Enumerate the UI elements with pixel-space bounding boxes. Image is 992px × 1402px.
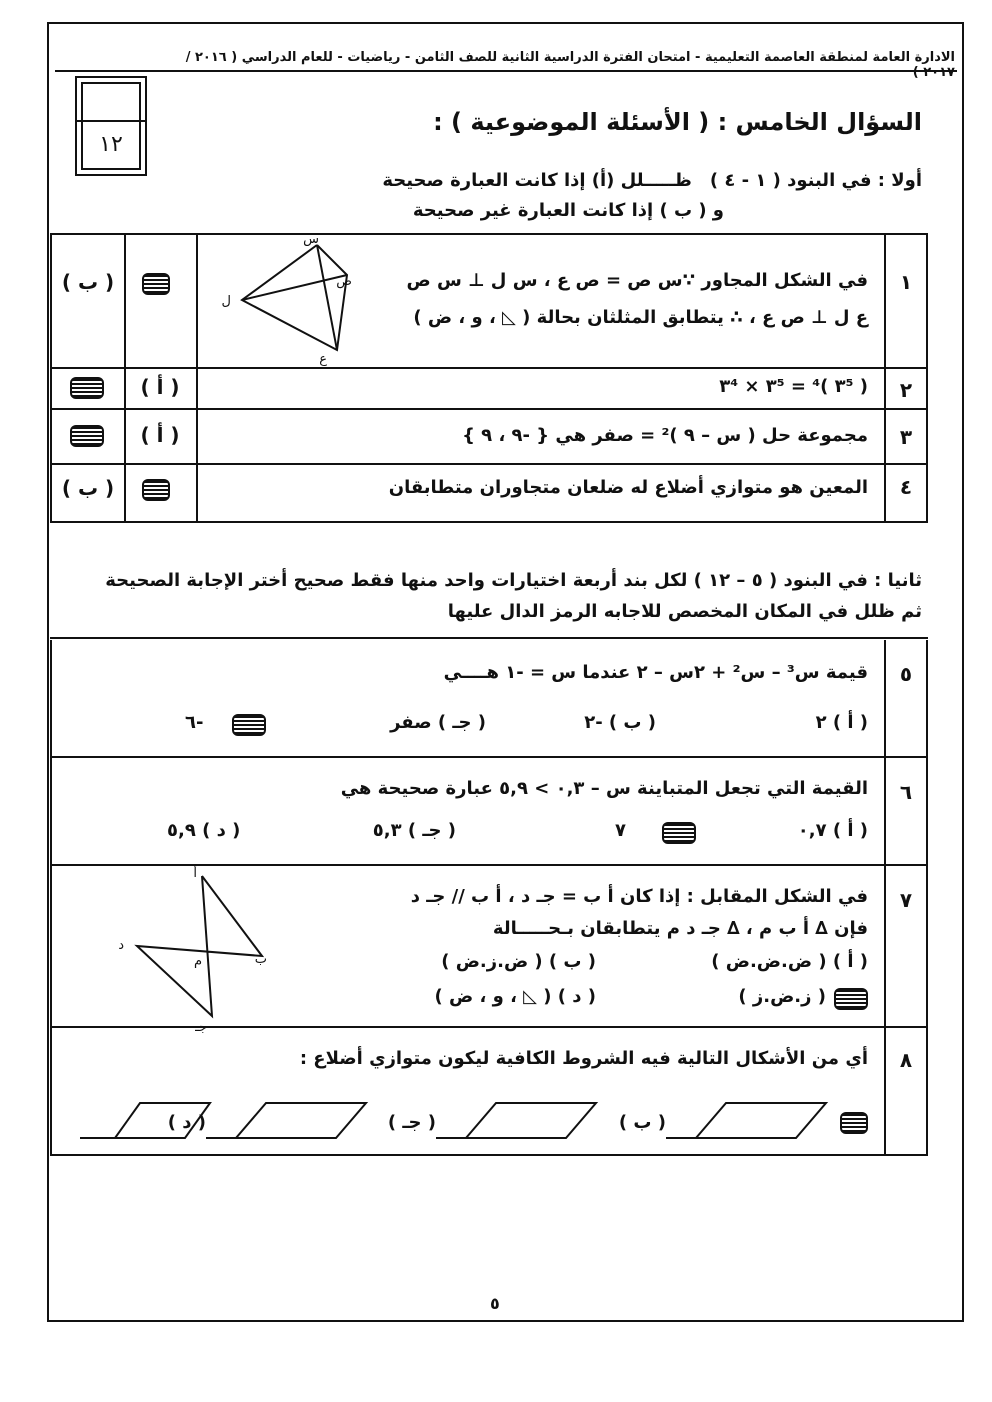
label-b: ب <box>254 952 267 967</box>
question-title: السؤال الخامس : ( الأسئلة الموضوعية ) : <box>433 108 922 136</box>
q8-shape-b <box>436 1098 596 1148</box>
answer-bubble-b-shaded[interactable] <box>70 425 104 447</box>
q8-option-b[interactable]: ( ب ) <box>618 1112 666 1133</box>
q7-line1: في الشكل المقابل : إذا كان أ ب = جـ د ، أ ب // جـ د <box>410 886 868 907</box>
score-box <box>75 76 147 176</box>
item-number: ٤ <box>899 475 913 499</box>
part1-intro-line1: أولا : في البنود ( ١ - ٤ )ظـــــلل (أ) إذا كانت العبارة صحيحة <box>382 170 922 191</box>
header-divider <box>55 70 957 72</box>
q8-shape-c <box>206 1098 366 1148</box>
part2-intro: ثانيا : في البنود ( ٥ – ١٢ ) لكل بند أربعة اختيارات واحد منها فقط صحيح أختر الإجابة الصحيحة ثم ظلل في المكان المخصص للاجابه الرمز الدال عليها <box>105 570 922 622</box>
q5-stem: قيمة س³ – س² + ٢س – ٢ عندما س = -١ هــــي <box>443 662 868 683</box>
question-5 <box>50 640 928 758</box>
q7-option-b[interactable]: ( ب ) ( ض.ز.ض ) <box>441 951 596 972</box>
label-l: ل <box>221 294 231 309</box>
question-8 <box>50 1026 928 1156</box>
score-value: ١٢ <box>99 132 123 157</box>
figure-7-triangles <box>92 866 292 1035</box>
answer-bubble-b-shaded[interactable] <box>70 377 104 399</box>
label-m: م <box>193 954 202 969</box>
q6-option-b[interactable]: ٧ <box>615 820 626 841</box>
q5-option-a[interactable]: ( أ ) ٢ <box>815 712 868 733</box>
true-false-table <box>50 233 928 523</box>
label-a: أ <box>193 866 197 881</box>
question-number: ٥ <box>899 662 913 686</box>
q8-option-d[interactable]: ( د ) <box>167 1112 206 1133</box>
q7-option-c[interactable]: ( ز.ض.ز ) <box>738 986 826 1007</box>
item-number: ٢ <box>899 378 913 402</box>
label-p: ص <box>336 274 352 289</box>
exam-header: الادارة العامة لمنطقة العاصمة التعليمية - امتحان الفترة الدراسية الثانية للصف الثامن - رياضيات - للعام الدراسي ( ٢٠١٦ / ٢٠١٧ ) <box>185 50 955 80</box>
answer-option-b[interactable]: ( ب ) <box>61 476 115 500</box>
answer-option-a[interactable]: ( أ ) <box>140 423 180 447</box>
item-1-line1: في الشكل المجاور ∵س ص = ص ع ، س ل ⊥ س ص <box>406 270 868 291</box>
item-3-text: مجموعة حل ( س – ٩ )² = صفر هي { -٩ ، ٩ } <box>462 425 868 446</box>
q5-option-d[interactable]: -٦ <box>185 712 204 733</box>
item-number: ١ <box>899 270 913 294</box>
q7-option-c-shaded[interactable] <box>834 988 868 1010</box>
question-number: ٨ <box>899 1048 913 1072</box>
q8-stem: أي من الأشكال التالية فيه الشروط الكافية ليكون متوازي أضلاع : <box>299 1048 868 1069</box>
q7-line2: فإن ∆ أ ب م ، ∆ جـ د م يتطابقان بـحـــــالة <box>492 918 868 939</box>
question-6 <box>50 756 928 866</box>
part1-intro-line2: و ( ب ) إذا كانت العبارة غير صحيحة <box>412 200 724 221</box>
q6-option-b-shaded[interactable] <box>662 822 696 844</box>
q6-option-c[interactable]: ( جـ ) ٥,٣ <box>372 820 456 841</box>
q5-option-b[interactable]: ( ب ) -٢ <box>584 712 656 733</box>
q6-stem: القيمة التي تجعل المتباينة س – ٠,٣ > ٥,٩ عبارة صحيحة هي <box>340 778 868 799</box>
q8-option-c[interactable]: ( جـ ) <box>387 1112 436 1133</box>
question-7 <box>50 864 928 1035</box>
item-number: ٣ <box>899 425 913 449</box>
label-d: د <box>118 938 124 953</box>
q5-option-d-shaded[interactable] <box>232 714 266 736</box>
item-4-text: المعين هو متوازي أضلاع له ضلعان متجاوران متطابقان <box>388 477 868 498</box>
q5-option-c[interactable]: ( جـ ) صفر <box>390 712 486 733</box>
q8-option-a-shaded[interactable] <box>840 1112 868 1134</box>
q6-option-d[interactable]: ( د ) ٥,٩ <box>167 820 241 841</box>
q7-option-d[interactable]: ( د ) ( ◺ ، و ، ض ) <box>434 986 596 1007</box>
figure-1-quadrilateral <box>221 232 367 367</box>
answer-option-a[interactable]: ( أ ) <box>140 375 180 399</box>
part2-divider <box>50 637 928 639</box>
label-j: جـ <box>195 1020 207 1035</box>
question-number: ٧ <box>899 888 913 912</box>
answer-bubble-a-shaded[interactable] <box>142 273 170 295</box>
q8-shape-d <box>80 1098 210 1148</box>
q8-shape-a <box>666 1098 826 1148</box>
answer-option-b[interactable]: ( ب ) <box>61 270 115 294</box>
label-s: س <box>303 232 319 247</box>
item-1-line2: ع ل ⊥ ص ع ، ∴ يتطابق المثلثان بحالة ( ◺ ، و ، ض ) <box>413 307 868 328</box>
answer-bubble-a-shaded[interactable] <box>142 479 170 501</box>
item-2-text: ( ٣⁵ )⁴ = ٣⁵ × ٣⁴ <box>719 376 868 397</box>
page-number: ٥ <box>490 1294 500 1313</box>
q6-option-a[interactable]: ( أ ) ٠,٧ <box>797 820 868 841</box>
q7-option-a[interactable]: ( أ ) ( ض.ض.ض ) <box>711 951 868 972</box>
label-e: ع <box>319 352 327 367</box>
question-number: ٦ <box>899 780 913 804</box>
